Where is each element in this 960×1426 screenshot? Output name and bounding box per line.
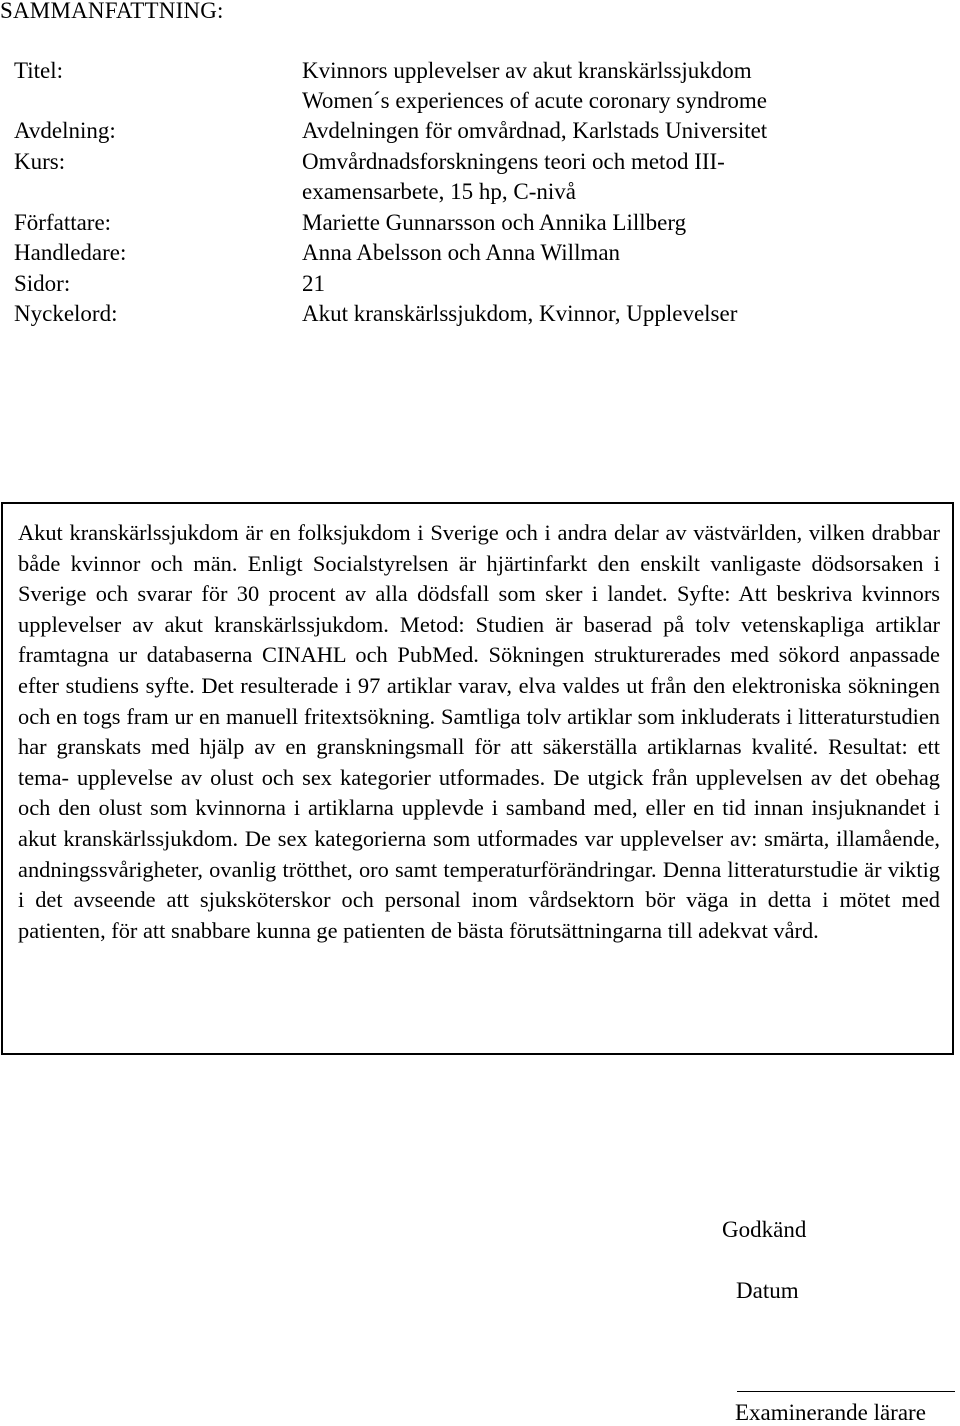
titel-english: Women´s experiences of acute coronary syndrome — [302, 88, 767, 113]
kurs-value-line1: Omvårdnadsforskningens teori och metod III- — [302, 149, 725, 174]
examinerande-larare-label: Examinerande lärare — [735, 1400, 926, 1425]
resultat-text: : ett tema- upplevelse av olust och sex kategorier utformades. De utgick från upplevelsen av det obehag och den olust som kvinnorna i artiklarna upplevde i samband med, eller en tid innan insjuknandet i akut kranskärlssjukdom. De sex kategorierna som utformades var upplevelser av: smärta, illamående, andningssvårigheter, ovanlig trötthet, oro samt temperaturförändringar. Denna litteraturstudie är viktig i det avseende att sjuksköterskor och personal inom vårdsektorn bör väga in detta i mötet med patienten, för att snabbare kunna ge patienten de bästa förutsättningarna till adekvat vård. — [18, 734, 940, 943]
sidor-label: Sidor: — [14, 271, 71, 296]
kurs-label: Kurs: — [14, 149, 66, 174]
signature-line — [737, 1391, 955, 1392]
handledare-value: Anna Abelsson och Anna Willman — [302, 240, 621, 265]
resultat-label: Resultat — [828, 734, 902, 760]
handledare-label: Handledare: — [14, 240, 127, 265]
abstract-intro: Akut kranskärlssjukdom är en folksjukdom i Sverige och i andra delar av västvärlden, vilken drabbar både kvinnor och män. Enligt Socialstyrelsen är hjärtinfarkt den enskilt vanligaste dödsorsaken i Sverige och svarar för 30 procent av alla dödsfall som sker i landet. — [18, 520, 940, 607]
datum-label: Datum — [736, 1278, 799, 1303]
syfte-label: Syfte: — [676, 581, 731, 607]
forfattare-label: Författare: — [14, 210, 112, 235]
nyckelord-value: Akut kranskärlssjukdom, Kvinnor, Upplevelser — [302, 301, 738, 326]
titel-label: Titel: — [14, 58, 64, 83]
forfattare-value: Mariette Gunnarsson och Annika Lillberg — [302, 210, 687, 235]
abstract-text — [18, 518, 940, 946]
avdelning-label: Avdelning: — [14, 118, 116, 143]
sidor-value: 21 — [302, 271, 325, 296]
syfte-text: Att beskriva kvinnors upplevelser av akut kranskärlssjukdom. — [18, 581, 940, 637]
kurs-value-line2: examensarbete, 15 hp, C-nivå — [302, 179, 576, 204]
titel-swedish: Kvinnors upplevelser av akut kranskärlssjukdom — [302, 58, 752, 83]
metod-label: Metod — [399, 611, 459, 637]
metod-text: : Studien är baserad på tolv vetenskapliga artiklar framtagna ur databaserna CINAHL och PubMed. Sökningen strukturerades med sökord anpassade efter studiens syfte. Det resulterade i 97 artiklar varav, elva valdes ut från den elektroniska sökningen och en togs fram ur en manuell fritextsökning. Samtliga tolv artiklar som inkluderats i litteraturstudien har granskats med hjälp av en granskningsmall för att säkerställa artiklarnas kvalité. — [18, 611, 940, 760]
avdelning-value: Avdelningen för omvårdnad, Karlstads Universitet — [302, 118, 768, 143]
page-heading: SAMMANFATTNING: — [0, 0, 224, 23]
nyckelord-label: Nyckelord: — [14, 301, 118, 326]
godkand-label: Godkänd — [722, 1217, 807, 1242]
